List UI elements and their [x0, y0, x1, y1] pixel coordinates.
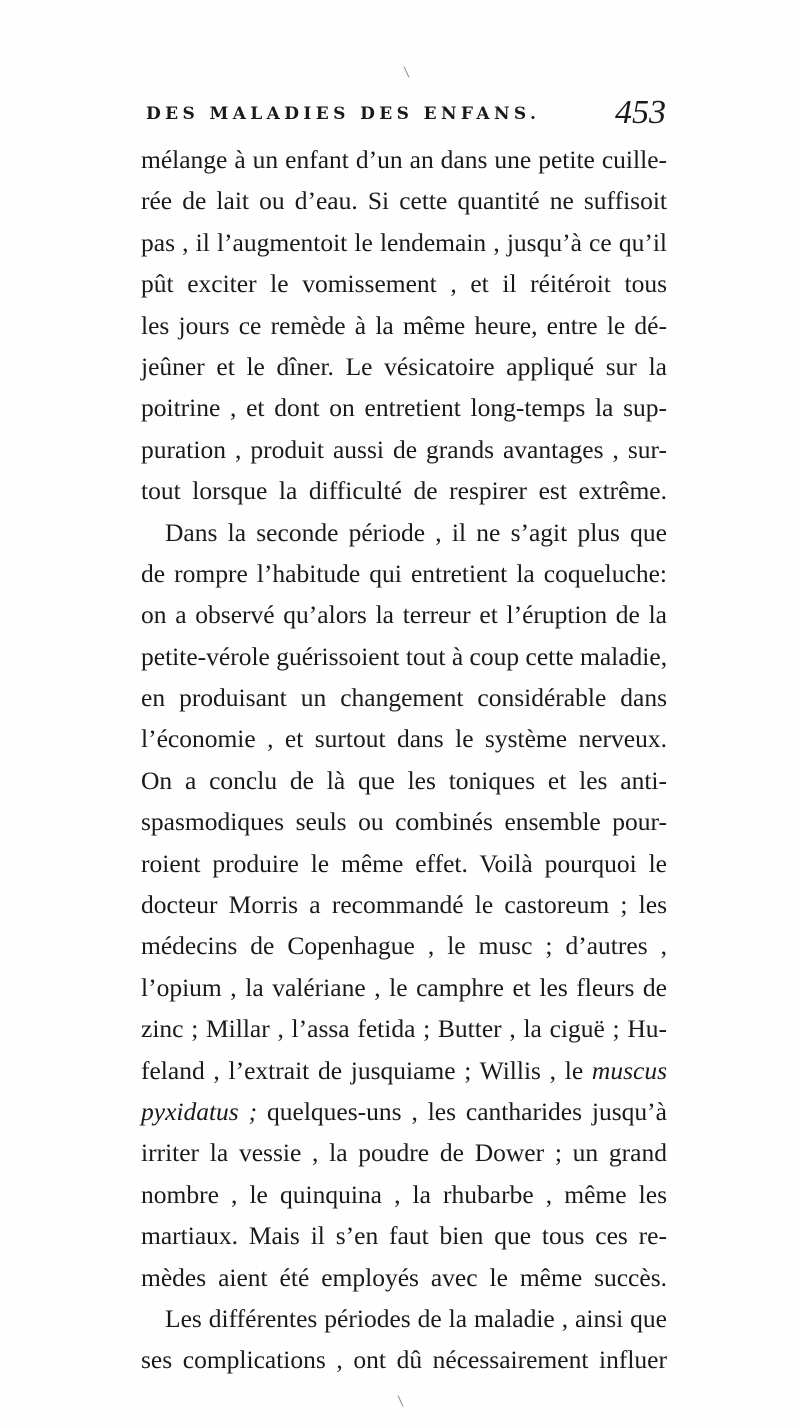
text-line: de rompre l’habitude qui entretient la coqueluche: — [141, 558, 667, 588]
text-line: petite-vérole guérissoient tout à coup cette maladie, — [141, 641, 668, 671]
text-line: puration , produit aussi de grands avantages , sur- — [141, 434, 667, 464]
text-line: médecins de Copenhague , le musc ; d’autres , — [141, 931, 667, 961]
running-head: DES MALADIES DES ENFANS. — [146, 104, 541, 124]
text-line: On a conclu de là que les toniques et les anti- — [141, 765, 667, 795]
text-line: nombre , le quinquina , la rhubarbe , même les — [141, 1179, 667, 1209]
text-line: martiaux. Mais il s’en faut bien que tous ces re- — [141, 1221, 667, 1251]
text-line: rée de lait ou d’eau. Si cette quantité ne suffisoit — [141, 186, 667, 216]
text-line-with-italic — [141, 1091, 667, 1132]
text-line: tout lorsque la difficulté de respirer est extrême. — [141, 476, 667, 506]
text-line: jeûner et le dîner. Le vésicatoire appliqué sur la — [141, 351, 667, 381]
text-line: docteur Morris a recommandé le castoreum ; les — [141, 890, 667, 920]
italic-term: muscus — [591, 1055, 667, 1085]
text-line: les jours ce remède à la même heure, entre le dé- — [141, 310, 667, 340]
text-line: irriter la vessie , la poudre de Dower ; un grand — [141, 1138, 667, 1168]
text-line: spasmodiques seuls ou combinés ensemble pour- — [141, 807, 667, 837]
body-text — [141, 139, 667, 1381]
paragraph-start-line: Les différentes périodes de la maladie , ainsi que — [165, 1303, 667, 1333]
page-number: 453 — [615, 94, 666, 131]
text-line: mélange à un enfant d’un an dans une petite cuille- — [141, 145, 667, 174]
text-line: zinc ; Millar , l’assa fetida ; Butter , la ciguë ; Hu- — [141, 1014, 667, 1044]
text-line: pas , il l’augmentoit le lendemain , jusqu’à ce qu’il — [141, 227, 667, 257]
text-line: en produisant un changement considérable dans — [141, 683, 667, 713]
text-segment: feland , l’extrait de jusquiame ; Willis , le — [141, 1055, 592, 1085]
italic-term: pyxidatus ; — [141, 1096, 267, 1126]
stray-pencil-mark — [398, 1395, 404, 1406]
text-segment: quelques-uns , les cantharides jusqu’à — [267, 1096, 667, 1126]
page-header — [146, 94, 666, 138]
text-line: ses complications , ont dû nécessairement influer — [141, 1345, 667, 1375]
text-line-with-italic — [141, 1050, 667, 1091]
text-line: pût exciter le vomissement , et il réitéroit tous — [141, 269, 667, 299]
text-line: roient produire le même effet. Voilà pourquoi le — [141, 848, 667, 878]
stray-pencil-mark — [404, 66, 410, 77]
text-line: l’économie , et surtout dans le système nerveux. — [141, 724, 667, 754]
text-line: poitrine , et dont on entretient long-temps la sup- — [141, 393, 667, 423]
text-line: l’opium , la valériane , le camphre et les fleurs de — [141, 972, 667, 1002]
text-line: mèdes aient été employés avec le même succès. — [141, 1262, 667, 1292]
text-line: on a observé qu’alors la terreur et l’éruption de la — [141, 600, 667, 630]
paragraph-start-line: Dans la seconde période , il ne s’agit plus que — [165, 517, 667, 547]
